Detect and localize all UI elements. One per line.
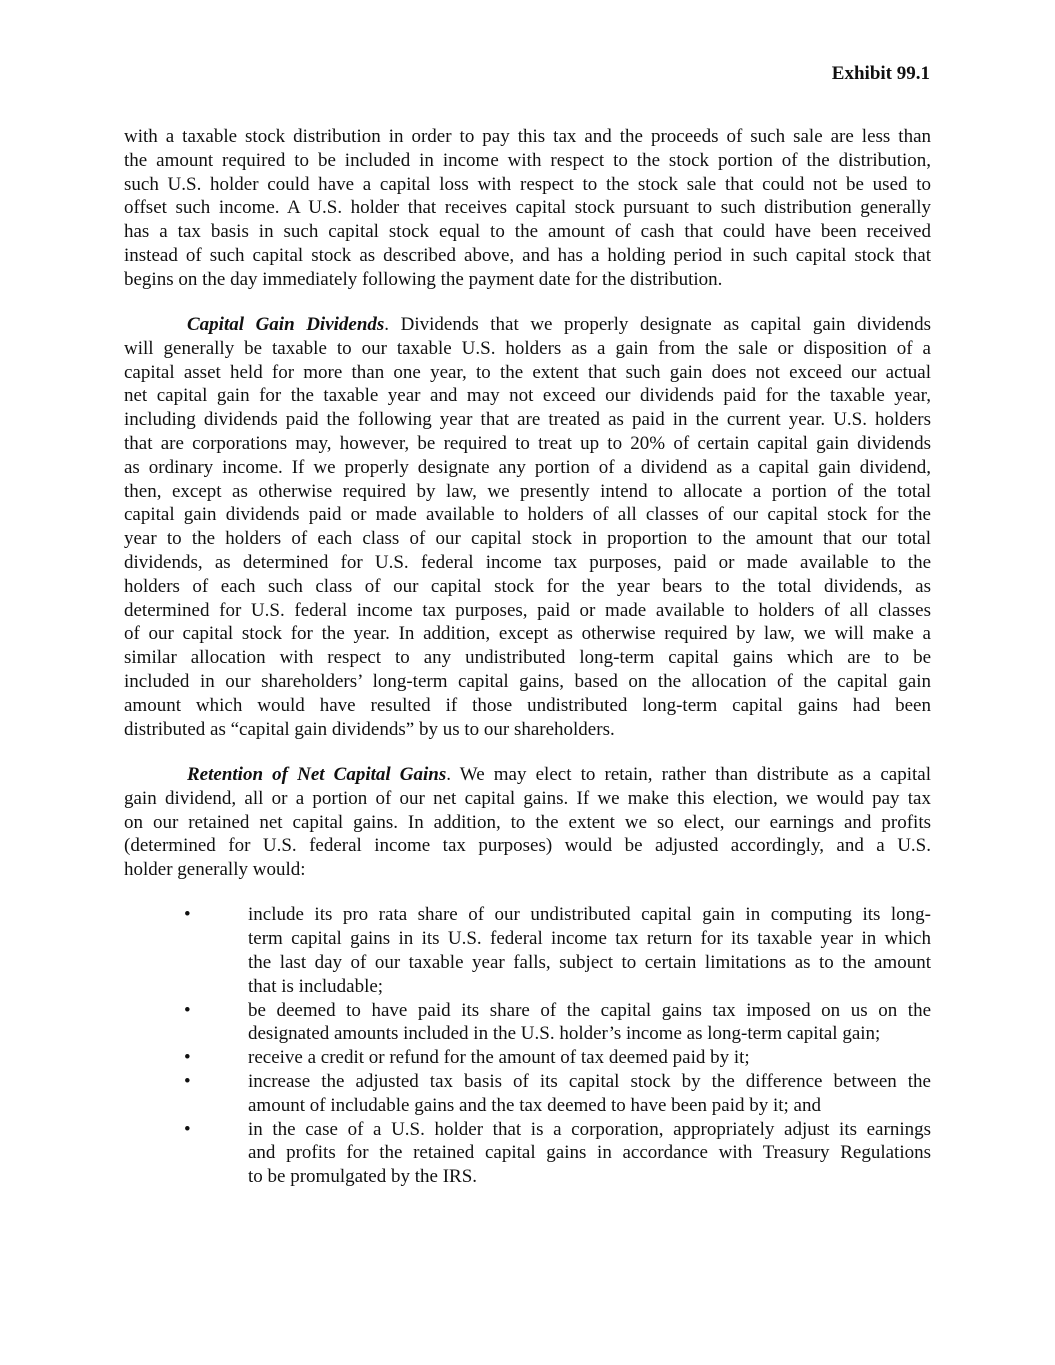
text-line: capital gain dividends paid or made available to holders of all classes of our capital stock for the — [124, 504, 931, 526]
text-line — [124, 313, 931, 337]
text-line: holder generally would: — [124, 859, 306, 881]
bullet-item — [124, 1118, 931, 1189]
paragraph-heading: Capital Gain Dividends — [187, 314, 385, 336]
text-line: receive a credit or refund for the amount of tax deemed paid by it; — [248, 1047, 750, 1069]
text-line: that is includable; — [248, 975, 384, 997]
text-line: (determined for U.S. federal income tax purposes) would be adjusted accordingly, and a U.S. — [124, 835, 931, 857]
text-line: gain dividend, all or a portion of our net capital gains. If we make this election, we would pay tax — [124, 787, 931, 809]
bullet-icon: • — [184, 1047, 191, 1069]
text-line — [124, 763, 931, 787]
text-line: in the case of a U.S. holder that is a corporation, appropriately adjust its earnings — [248, 1118, 931, 1140]
document-body — [124, 125, 931, 1189]
bullet-item — [124, 1046, 931, 1070]
paragraph — [124, 763, 931, 882]
text-line: on our retained net capital gains. In addition, to the extent we so elect, our earnings and profits — [124, 811, 931, 833]
text-line: amount which would have resulted if those undistributed long-term capital gains had been — [124, 694, 931, 716]
bullet-item — [124, 1070, 931, 1118]
bullet-list — [124, 903, 931, 1189]
text-line: included in our shareholders’ long-term capital gains, based on the allocation of the capital gain — [124, 671, 931, 693]
text-line: increase the adjusted tax basis of its capital stock by the difference between the — [248, 1070, 931, 1092]
text-line: with a taxable stock distribution in order to pay this tax and the proceeds of such sale are less than — [124, 126, 931, 147]
text-line: the amount required to be included in income with respect to the stock portion of the distribution, — [124, 149, 931, 171]
text-line: term capital gains in its U.S. federal income tax return for its taxable year in which — [248, 928, 931, 950]
text-line: the last day of our taxable year falls, subject to certain limitations as to the amount — [248, 952, 931, 973]
text-line: include its pro rata share of our undistributed capital gain in computing its long- — [248, 904, 931, 926]
text-line: has a tax basis in such capital stock equal to the amount of cash that could have been received — [124, 221, 931, 243]
exhibit-label: Exhibit 99.1 — [831, 63, 930, 84]
text-line: amount of includable gains and the tax deemed to have been paid by it; and — [248, 1094, 821, 1116]
bullet-icon: • — [184, 1118, 191, 1140]
text-line: begins on the day immediately following the payment date for the distribution. — [124, 268, 723, 290]
text-line: such U.S. holder could have a capital loss with respect to the stock sale that could not be used to — [124, 173, 931, 195]
text-line: offset such income. A U.S. holder that receives capital stock pursuant to such distribution generally — [124, 197, 931, 219]
paragraph-heading-suffix: . Dividends that we properly designate as capital gain dividends — [384, 314, 931, 336]
bullet-icon: • — [184, 904, 191, 926]
bullet-item — [124, 903, 931, 998]
text-line: will generally be taxable to our taxable U.S. holders as a gain from the sale or disposition of a — [124, 337, 931, 359]
text-line: that are corporations may, however, be required to treat up to 20% of certain capital gain dividends — [124, 433, 931, 455]
text-line: as ordinary income. If we properly designate any portion of a dividend as a capital gain dividend, — [124, 456, 931, 478]
text-line: holders of each such class of our capital stock for the year bears to the total dividends, as — [124, 575, 931, 597]
paragraph — [124, 313, 931, 741]
text-line: designated amounts included in the U.S. holder’s income as long-term capital gain; — [248, 1023, 881, 1045]
text-line: year to the holders of each class of our capital stock in proportion to the amount that our total — [124, 528, 931, 550]
text-line: be deemed to have paid its share of the capital gains tax imposed on us on the — [248, 999, 931, 1021]
paragraph — [124, 125, 931, 292]
text-line: instead of such capital stock as described above, and has a holding period in such capital stock that — [124, 244, 931, 266]
text-line: net capital gain for the taxable year and may not exceed our dividends paid for the taxable year, — [124, 385, 931, 407]
text-line: distributed as “capital gain dividends” by us to our shareholders. — [124, 718, 615, 740]
bullet-icon: • — [184, 1070, 191, 1092]
paragraphs — [124, 125, 931, 882]
text-line: and profits for the retained capital gains in accordance with Treasury Regulations — [248, 1142, 931, 1164]
text-line: of our capital stock for the year. In addition, except as otherwise required by law, we will make a — [124, 623, 931, 645]
text-line: then, except as otherwise required by law, we presently intend to allocate a portion of the total — [124, 480, 931, 502]
bullet-item — [124, 999, 931, 1047]
text-line: determined for U.S. federal income tax purposes, paid or made available to holders of all classes — [124, 599, 931, 621]
text-line: dividends, as determined for U.S. federal income tax purposes, paid or made available to the — [124, 552, 931, 574]
text-line: to be promulgated by the IRS. — [248, 1166, 478, 1188]
text-line: capital asset held for more than one year, to the extent that such gain does not exceed our actual — [124, 361, 931, 383]
text-line: including dividends paid the following year that are treated as paid in the current year. U.S. holders — [124, 409, 931, 431]
paragraph-heading-suffix: . We may elect to retain, rather than distribute as a capital — [446, 763, 931, 785]
bullet-icon: • — [184, 999, 191, 1021]
text-line: similar allocation with respect to any undistributed long-term capital gains which are to be — [124, 647, 931, 669]
paragraph-heading: Retention of Net Capital Gains — [187, 763, 447, 785]
